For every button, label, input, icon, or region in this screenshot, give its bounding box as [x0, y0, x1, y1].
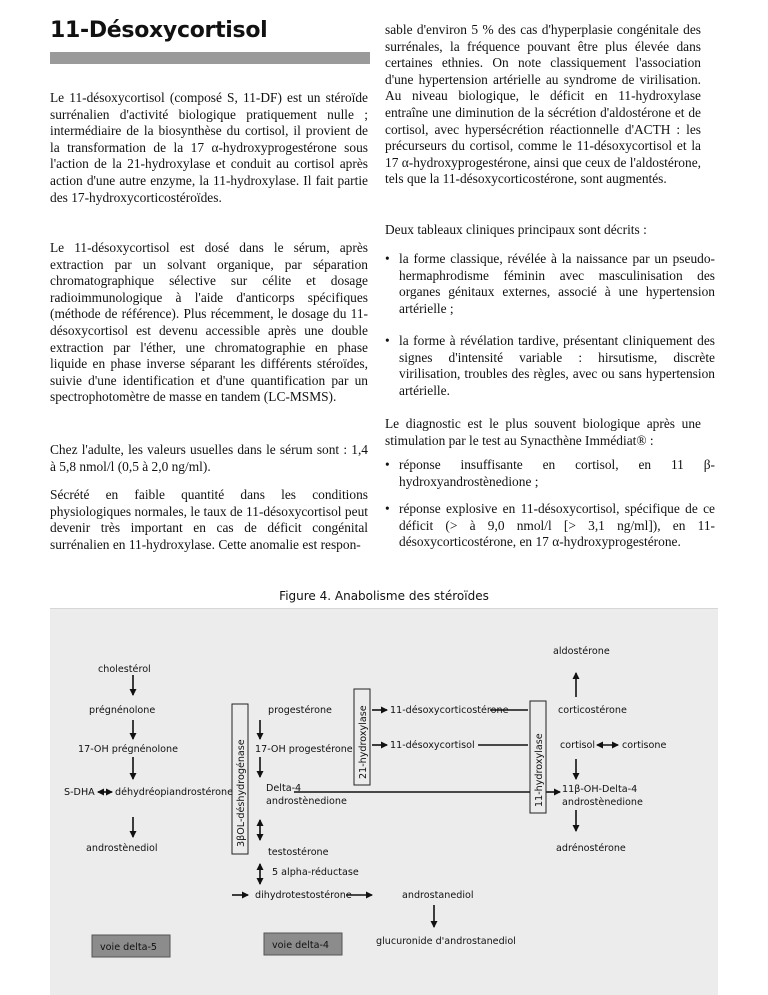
bullet-marker: • — [385, 333, 390, 348]
node-11-desoxycorticosterone: 11-désoxycorticostérone — [390, 705, 509, 716]
node-adrenosterone: adrénostérone — [556, 843, 626, 854]
paragraph-tableaux: Deux tableaux cliniques principaux sont décrits : — [385, 222, 647, 237]
node-cholesterol: cholestérol — [98, 664, 151, 675]
bullet-marker: • — [385, 251, 390, 266]
bullet-forme-tardive — [385, 333, 715, 399]
enzyme-21-label: 21-hydroxylase — [358, 705, 369, 779]
bullet-text: la forme à révélation tardive, présentant cliniquement des signes d'intensité variable : hirsutisme, discrète virilisation, troubles des règles, avec ou sans hypertension artérielle. — [399, 333, 715, 398]
bullet-text: réponse explosive en 11-désoxycortisol, spécifique de ce déficit (> à 9,0 nmol/l [> 3,1 ng/ml]), en 11-désoxycorticostérone, en 17 α-hydroxyprogestérone. — [399, 501, 715, 550]
node-aldosterone: aldostérone — [553, 646, 610, 657]
steroid-pathway-diagram — [50, 609, 718, 995]
enzyme-3beta-label: 3βOL-déshydrogénase — [236, 739, 247, 847]
bullet-forme-classique — [385, 251, 715, 317]
legend-delta5-label: voie delta-5 — [100, 942, 158, 953]
paragraph-diagnostic: Le diagnostic est le plus souvent biologique après une stimulation par le test au Synacthène Immédiat® : — [385, 416, 701, 448]
bullet-text: la forme classique, révélée à la naissance par un pseudo-hermaphrodisme féminin avec masculinisation des organes génitaux externes, associé à une hypertension artérielle ; — [399, 251, 715, 316]
node-sdha: S-DHA — [64, 787, 95, 798]
node-corticosterone: corticostérone — [558, 705, 627, 716]
node-cortisone: cortisone — [622, 740, 667, 751]
node-dhea: déhydréopiandrostérone — [115, 787, 234, 798]
steroid-pathway-figure — [50, 608, 718, 995]
node-glucuronide: glucuronide d'androstanediol — [376, 936, 516, 947]
node-delta4-line1: Delta-4 — [266, 783, 302, 794]
bullet-marker: • — [385, 457, 390, 472]
node-17oh-pregnenolone: 17-OH prégnénolone — [78, 744, 179, 755]
node-17oh-progesterone: 17-OH progestérone — [255, 744, 353, 755]
bullet-marker: • — [385, 501, 390, 516]
paragraph-valeurs-usuelles: Chez l'adulte, les valeurs usuelles dans le sérum sont : 1,4 à 5,8 nmol/l (0,5 à 2,0 ng/ml). — [50, 442, 368, 474]
paragraph-dosage: Le 11-désoxycortisol est dosé dans le sérum, après extraction par un solvant organique, par séparation chromatographique sélective sur célite et dosage radioimmunologique à l'aide d'anticorps spécifiques (méthode de référence). Plus récemment, le dosage du 11-désoxycortisol est devenu accessible après une double extraction par l'éther, une chromatographie en phase liquide en phase inverse séparant les différents stéroïdes, suivie d'une identification et d'une quantification par un spectrophotomètre de masse en tandem (LC-MSMS). — [50, 240, 368, 405]
node-androstenediol: androstènediol — [86, 843, 158, 854]
paragraph-intro: Le 11-désoxycortisol (composé S, 11-DF) est un stéroïde surrénalien d'activité biologique pratiquement nulle ; intermédiaire de la biosynthèse du cortisol, il provient de la transformation de la 17 α-hydroxyprogestérone sous l'action de la 21-hydroxylase et conduit au cortisol après action d'une autre enzyme, la 11-hydroxylase. Il fait partie des 17-hydroxycorticostéroïdes. — [50, 90, 368, 205]
node-cortisol: cortisol — [560, 740, 596, 751]
node-11boh-delta4-line1: 11β-OH-Delta-4 — [562, 784, 638, 795]
enzyme-11-label: 11-hydroxylase — [534, 733, 545, 807]
node-testosterone: testostérone — [268, 847, 329, 858]
node-androstanediol: androstanediol — [402, 890, 474, 901]
legend-delta4-label: voie delta-4 — [272, 940, 330, 951]
node-dihydrotestosterone: dihydrotestostérone — [255, 890, 352, 901]
figure-title: Figure 4. Anabolisme des stéroïdes — [279, 589, 489, 603]
node-11boh-delta4-line2: androstènedione — [562, 797, 643, 808]
paragraph-hyperplasie: sable d'environ 5 % des cas d'hyperplasie congénitale des surrénales, la fréquence pouvant être plus élevée dans certaines ethnies. On note classiquement l'association d'une hypertension artérielle au syndrome de virilisation. Au niveau biologique, le déficit en 11-hydroxylase entraîne une diminution de la sécrétion d'aldostérone et de cortisol, avec hypersécrétion réactionnelle d'ACTH : les précurseurs du cortisol, comme le 11-désoxycortisol et la 17 α-hydroxyprogestérone, ainsi que ceux de l'aldostérone, tels que la 11-désoxycorticostérone, sont augmentés. — [385, 22, 701, 187]
bullet-text: réponse insuffisante en cortisol, en 11 β-hydroxyandrostènedione ; — [399, 457, 715, 489]
label-5-alpha-reductase: 5 alpha-réductase — [272, 867, 359, 878]
page-title: 11-Désoxycortisol — [50, 18, 268, 43]
paragraph-deficit: Sécrété en faible quantité dans les conditions physiologiques normales, le taux de 11-désoxycortisol peut devenir très important en cas de déficit congénital surrénalien en 11-hydroxylase. Cette anomalie est respon- — [50, 487, 368, 552]
node-progesterone: progestérone — [268, 705, 332, 716]
node-delta4-line2: androstènedione — [266, 796, 347, 807]
node-pregnenolone: prégnénolone — [89, 705, 156, 716]
bullet-reponse-insuffisante — [385, 457, 715, 490]
node-11-desoxycortisol: 11-désoxycortisol — [390, 740, 475, 751]
bullet-reponse-explosive — [385, 501, 715, 551]
title-underline-bar — [50, 52, 370, 64]
